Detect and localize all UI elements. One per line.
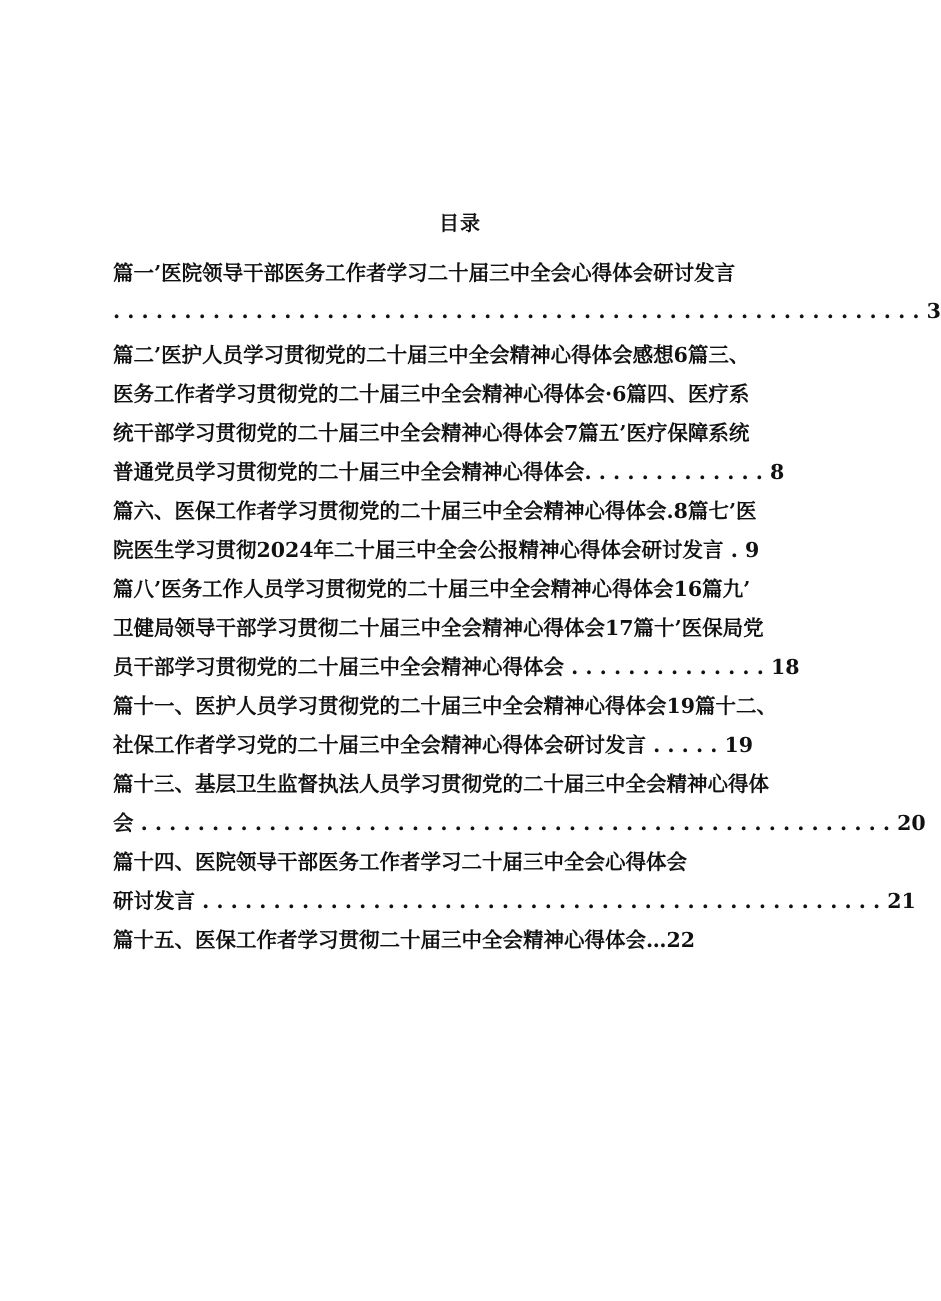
toc-line: 篇八’医务工作人员学习贯彻党的二十届三中全会精神心得体会16篇九’ xyxy=(113,577,751,601)
toc-title: 目录 xyxy=(439,211,481,235)
toc-line: 员干部学习贯彻党的二十届三中全会精神心得体会 . . . . . . . . . . . . . . 18 xyxy=(113,655,800,679)
toc-line: 篇十四、医院领导干部医务工作者学习二十届三中全会心得体会 xyxy=(113,850,687,874)
toc-line: 卫健局领导干部学习贯彻二十届三中全会精神心得体会17篇十’医保局党 xyxy=(113,616,764,640)
toc-line: 篇十一、医护人员学习贯彻党的二十届三中全会精神心得体会19篇十二、 xyxy=(113,694,778,718)
toc-line: 篇一’医院领导干部医务工作者学习二十届三中全会心得体会研讨发言 xyxy=(113,261,736,285)
toc-line: 会 . . . . . . . . . . . . . . . . . . . . . . . . . . . . . . . . . . . . . . . . . . . . . . . . . . . . . 20 xyxy=(113,811,926,835)
toc-line: 篇六、医保工作者学习贯彻党的二十届三中全会精神心得体会.8篇七’医 xyxy=(113,499,757,523)
toc-line: 普通党员学习贯彻党的二十届三中全会精神心得体会. . . . . . . . . . . . . 8 xyxy=(113,460,785,484)
toc-line: 院医生学习贯彻2024年二十届三中全会公报精神心得体会研讨发言 . 9 xyxy=(113,538,760,562)
toc-line: 篇十五、医保工作者学习贯彻二十届三中全会精神心得体会…22 xyxy=(113,928,696,952)
toc-line: 篇二’医护人员学习贯彻党的二十届三中全会精神心得体会感想6篇三、 xyxy=(113,343,750,367)
toc-line: 社保工作者学习党的二十届三中全会精神心得体会研讨发言 . . . . . 19 xyxy=(113,733,754,757)
toc-line: 研讨发言 . . . . . . . . . . . . . . . . . . . . . . . . . . . . . . . . . . . . . . . . . . . . . . . . 21 xyxy=(113,889,916,913)
toc-line: 医务工作者学习贯彻党的二十届三中全会精神心得体会·6篇四、医疗系 xyxy=(113,382,750,406)
toc-body xyxy=(113,254,941,960)
toc-leader-line: . . . . . . . . . . . . . . . . . . . . . . . . . . . . . . . . . . . . . . . . . . . . . . . . . . . . . . . . . 3 xyxy=(113,299,941,323)
toc-line: 统干部学习贯彻党的二十届三中全会精神心得体会7篇五’医疗保障系统 xyxy=(113,421,750,445)
toc-line: 篇十三、基层卫生监督执法人员学习贯彻党的二十届三中全会精神心得体 xyxy=(113,772,769,796)
